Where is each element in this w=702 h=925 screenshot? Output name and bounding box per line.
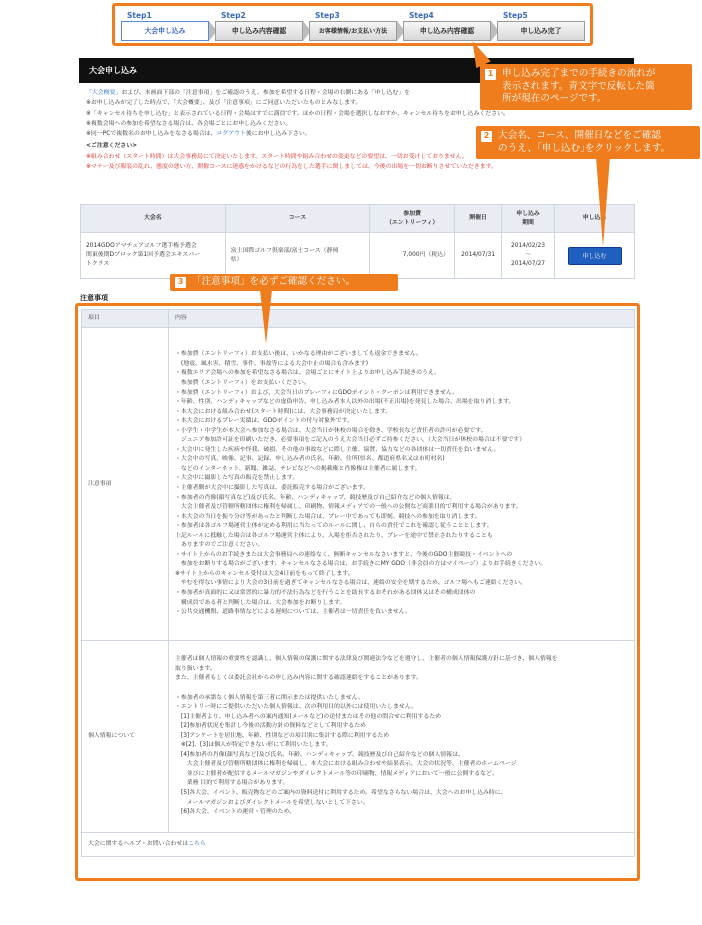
intro-line: 後にお申し込み下さい。	[245, 131, 311, 138]
help-link[interactable]: こちら	[188, 841, 206, 848]
table-row	[81, 233, 635, 279]
content-line: [3]アンケートを居住地、年齢、性別などの項目別に集計する際に利用するため	[175, 732, 390, 739]
step-number: Step5	[503, 11, 528, 20]
step-number: Step1	[127, 11, 152, 20]
column-header: 大会名	[81, 205, 226, 233]
step-number: Step2	[221, 11, 246, 20]
callout-1	[480, 64, 692, 110]
tournament-table	[80, 204, 635, 279]
caution-line: ※マナー及び服装の乱れ、態度の悪い方、開催コースに迷惑をかけるなどの行為をした選手に関しましては、今後の出場を一切お断りさせていただきます。	[86, 164, 497, 171]
content-line: 業務 目的で利用する場合があります。	[175, 780, 289, 787]
step-label: 申し込み内容確認	[403, 21, 491, 41]
intro-line: ※複数会場への参加を希望なさる場合は、各会場ごとにお申し込みください。	[86, 120, 292, 127]
content-line: 取り扱います。	[175, 665, 216, 672]
content-line: ・大会中の写真、映像、記事、記録、申し込み者の氏名、年齢、住所(県名、都道府県名又は市町村名)	[175, 456, 445, 463]
entry-fee: 7,000円（税込）	[370, 233, 455, 279]
content-line: ・本大会におけるプレー実績は、GDOポイントの付与対象外です。	[175, 418, 353, 425]
event-date: 2014/07/31	[455, 233, 502, 279]
content-line: [5]各大会、イベント、販売物などのご案内の資料送付に利用するため。希望なさらない場合は、大会へのお申し込み時に、	[175, 790, 507, 796]
intro-line: および、本画面下部の「注意事項」をご確認のうえ、参加を希望する日程・会場の右側にある「申し込む」を	[121, 90, 411, 96]
row-label: 注意事項	[82, 328, 169, 641]
content-line: 大会主催者及び管轄所轄団体に権利を帰属し、本大会における組み合わせや結果表示、大会の状況等、主催者のホームページ	[175, 761, 517, 768]
intro-line: ※「キャンセル待ちを申し込む」と表示されている日程・会場はすでに満員です。ほかの日程・会場を選択しなおすか、キャンセル待ちをお申し込みください。	[86, 110, 509, 117]
page-title: 大会申し込み	[79, 58, 634, 83]
callout-text: 「注意事項」を必ずご確認ください。	[192, 276, 356, 287]
notes-table	[81, 309, 635, 857]
callout-text: 表示されます。青文字で反転した箇	[502, 80, 655, 92]
content-line: ジュニア参加許可証を印刷いただき、必要事項をご記入のうえ大会当日必ずご持参ください。（大会当日が休校の場合は不要です）	[175, 437, 526, 444]
content-line: ・本大会における組み合わせ(スタート時間)には、大会事務局が決定いたします。	[175, 408, 392, 415]
step-label: お客様情報/お支払い方法	[309, 21, 397, 41]
content-line: ・参加費（エントリーフィ）および、大会当日のプレーフィにGDOポイント・クーポンは利用できません。	[175, 389, 459, 396]
content-line: などのインターネット、新聞、雑誌、テレビなどへの掲載権と肖像権は主催者に属します。	[175, 465, 421, 472]
apply-button[interactable]: 申し込む	[568, 247, 622, 265]
content-line: [4]参加者の肖像(顔写真など)及び氏名、年齢、ハンディキャップ、競技歴及び自己紹介などの個人情報は、	[175, 751, 464, 758]
content-line: (地震、風水害、積雪、事件、事故等による大会中止の場合も含みます)	[175, 360, 369, 367]
content-line: ・複数エリア会場への参加を希望なさる場合は、会場ごとにサイト上よりお申し込み手続きのうえ、	[175, 370, 441, 377]
overview-link[interactable]: 「大会概要」	[86, 90, 122, 96]
content-line: ・参加者は各ゴルフ場運営主体が定める利用に当たってのルールに関し、自らの責任でこれを確認し従うこととします。	[175, 523, 493, 530]
callout-number-icon: 1	[485, 69, 496, 80]
content-line: ありますのでご注意ください。	[175, 542, 264, 549]
column-header: 項目	[82, 310, 169, 328]
column-header: 申し込み	[555, 205, 635, 233]
content-line: ※サイト上からのキャンセル受付は大会4日前をもって終了します。	[175, 570, 354, 577]
content-line: ・大会中に発生した疾病や怪我、破損、その他の事故などに際し主催、協賛、協力などの各団体は一切責任を負いません。	[175, 446, 500, 453]
step-label: 申し込み完了	[497, 21, 585, 41]
content-line: ・主催者側が大会中に撮影した写真は、委託販売する場合がございます。	[175, 485, 369, 491]
content-line: 参加をお断りする場合がございます。キャンセルなさる場合は、お手続きにMY GDO（非会員の方はマイページ）よりお手続きください。	[175, 561, 547, 568]
content-line: ・本大会の当日を振り分け等があったと判断した場合は、プレー中であっても即刻、競技への参加を取り消します。	[175, 513, 481, 520]
content-line: [1]主催者より、申し込み者への案内通知(メールなど)の送付またはその他の問合せに利用するため	[175, 713, 442, 720]
content-line: 上記ルールに抵触した場合は各ゴルフ場運営主体により、入場を拒否されたり、プレーを途中で禁止されたりすることも	[175, 532, 493, 539]
callout-text: のうえ、｢申し込む｣をクリックします。	[498, 142, 671, 154]
content-line: ・参加費（エントリーフィ）お支払い後は、いかなる理由がございましても返金できません。	[175, 351, 422, 358]
callout-text: 申し込み完了までの手続きの流れが	[502, 68, 656, 79]
help-text	[82, 833, 635, 857]
content-line: ・大会中に撮影した写真の販売を禁止します。	[175, 475, 299, 482]
content-line: 構成員である者と判断した場合は、大会参加をお断りします。	[175, 599, 346, 606]
content-line: [2]参加者状況を集計し今後の活動方針の資料などとして利用するため	[175, 723, 366, 730]
tournament-name: 2014GDOアマチュアゴルフ選手権予選会 関東後期Dブロック第1回予選会エキスパー トクラス	[81, 233, 226, 279]
table-header-row	[81, 205, 635, 233]
callout-text: 大会名、コース、開催日などをご確認	[498, 130, 661, 141]
privacy-content	[169, 641, 635, 833]
content-line: ・参加者の肖像(顔写真など)及び氏名、年齢、ハンディキャップ、競技歴及び自己紹介などの個人情報は、	[175, 494, 456, 501]
content-line: 主催者は個人情報の重要性を認識し、個人情報の保護に関する法律及び関連法令などを遵守し、主催者の個人情報保護方針に基づき、個人情報を	[175, 656, 558, 663]
callout-number-icon: 2	[481, 131, 492, 142]
table-row	[82, 328, 635, 641]
row-label: 個人情報について	[82, 641, 169, 833]
caution-line: ※組み合わせ（スタート時間）は大会事務局にて決定いたします。スタート時間や組み合わせの変更などの要望は、一切お受けしておりません。	[86, 153, 468, 160]
callout-3	[170, 274, 398, 291]
table-row	[82, 641, 635, 833]
content-line: ・エントリー時にご提供いただいた個人情報は、次の利用目的以外には使用いたしません。	[175, 704, 417, 711]
step-number: Step4	[409, 11, 434, 20]
content-line: ・サイト上からのお手続きまたは大会事務局への連絡なく、無断キャンセルなさいますと、今後のGDO主催競技・イベントへの	[175, 551, 513, 558]
course-name: 富士国際ゴルフ倶楽部/富士コース（静岡 県）	[225, 233, 370, 279]
content-line: やむを得ない事情により大会の3日前を過ぎてキャンセルなさる場合は、連絡の安全を期するため、ゴルフ場へもご連絡ください。	[175, 580, 527, 587]
content-line: ※[2]、[3]は個人が特定できない形にて利用いたします。	[175, 742, 332, 749]
step-progress	[112, 3, 593, 46]
callout-2	[476, 126, 700, 159]
callout-pointer-icon	[596, 157, 610, 247]
content-line: 参加費（エントリーフィ）をお支払いください。	[175, 379, 310, 386]
intro-line: ※お申し込みが完了した時点で、「大会概要」、及び「注意事項」にご同意いただいたものとみなします。	[86, 100, 362, 107]
content-line: ・参加者が真面的に又は常習的に暴力的不法行為などを行うことを助長するおそれがある団体又はその構成団体の	[175, 590, 476, 597]
content-line: [6]各大会、イベントの運営・管理のため。	[175, 809, 296, 816]
content-line: 大会主催者及び管轄所轄団体に権利を帰属し、印刷物、情報メディアでの一般への公開など商業目的で利用する場合があります。	[175, 504, 522, 511]
callout-number-icon: 3	[175, 277, 186, 288]
intro-line: ※同一PCで複数名のお申し込みをなさる場合は、	[86, 131, 217, 138]
logout-link[interactable]: ログアウト	[216, 131, 246, 138]
callout-text: 所が現在のページです。	[502, 93, 607, 105]
content-line: ・年齢、性別、ハンディキャップなどの虚偽申告、申し込み者本人以外の出場(不正出場)を発見した場合、出場を取り消します。	[175, 399, 515, 406]
column-header: 申し込み 期間	[502, 205, 555, 233]
content-line: メールマガジンおよびダイレクトメールを希望しないとして下さい。	[175, 799, 369, 806]
notes-content	[169, 328, 635, 641]
content-line	[175, 684, 628, 694]
help-label: 大会に関するヘルプ・お問い合わせは	[88, 841, 189, 848]
content-line: 並びに主催者が配信するメールマガジンやダイレクトメール等の印刷物、情報メディアにおいて一般に公開するなど、	[175, 770, 498, 777]
step-label: 申し込み内容確認	[215, 21, 303, 41]
content-line: ・公共交通機関、道路事情などによる遅刻については、主催者は一切責任を負いません。	[175, 609, 411, 616]
column-header: 開催日	[455, 205, 502, 233]
table-header-row	[82, 310, 635, 328]
content-line: また、主催者もしくは委託会社からの申し込み内容に関する確認連絡をすることがあります。	[175, 675, 422, 682]
column-header: 参加費 （エントリーフィ）	[370, 205, 455, 233]
caution-heading: <ご注意ください>	[86, 143, 138, 150]
table-row	[82, 833, 635, 857]
column-header: コース	[225, 205, 370, 233]
column-header: 内容	[169, 310, 635, 328]
callout-pointer-icon	[260, 290, 272, 344]
content-line: ・参加者の承諾なく個人情報を第三者に開示または提供いたしません。	[175, 694, 364, 701]
content-line: ・小学生・中学生が本大会へ参加なさる場合は、大会当日が休校の場合を除き、学校長など責任者の許可が必要です。	[175, 427, 487, 434]
application-period: 2014/02/23 ～ 2014/07/27	[502, 233, 555, 279]
step-number: Step3	[315, 11, 340, 20]
apply-cell	[555, 233, 635, 279]
notice-title: 注意事項	[80, 294, 108, 302]
step-label: 大会申し込み	[121, 21, 209, 41]
